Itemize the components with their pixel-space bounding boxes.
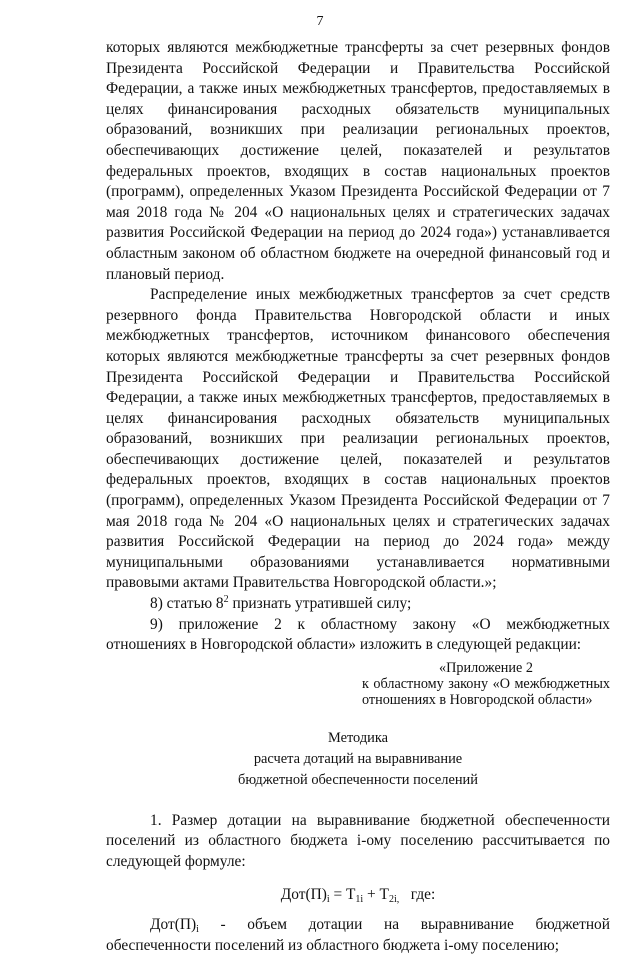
title-line-2: расчета дотаций на выравнивание (253, 750, 463, 767)
formula-plus: + Т (363, 885, 389, 903)
formula-equals: = Т (329, 885, 356, 903)
formula-t2-sub: 2i, (388, 893, 400, 905)
title-line-3: бюджетной обеспеченности поселений (238, 771, 478, 788)
formula-lhs-sub: i (326, 893, 330, 905)
document-body (106, 38, 610, 956)
appendix-law-reference: к областному закону «О межбюджетных отношениях в Новгородской области» (362, 675, 610, 708)
item-8-rest: признать утратившей силу; (228, 595, 412, 613)
methodology-title (106, 728, 610, 791)
formula (106, 885, 610, 906)
item-8-text: 8) статью 8 (150, 595, 224, 613)
paragraph-item-8 (106, 594, 610, 615)
formula-lhs: Дот(П) (280, 885, 327, 903)
formula-where: где: (410, 885, 436, 903)
paragraph-item-9: 9) приложение 2 к областному закону «О межбюджетных отношениях в Новгородской области» изложить в следующей редакции: (106, 615, 610, 654)
item-8-superscript: 2 (223, 594, 229, 606)
appendix-reference (362, 660, 610, 708)
paragraph-distribution: Распределение иных межбюджетных трансфертов за счет средств резервного фонда Правительства Новгородской области и иных межбюджетных трансфертов, источником финансового обеспечения которых являются межбюджетные трансферты за счет резервных фондов Президента Российской Федерации и Правительства Российской Федерации, а также иных межбюджетных трансфертов, предоставляемых в целях финансирования расходных обязательств муниципальных образований, возникших при реализации региональных проектов, обеспечивающих достижение целей, показателей и результатов федеральных проектов, входящих в состав национальных проектов (программ), определенных Указом Президента Российской Федерации от 7 мая 2018 года № 204 «О национальных целях и стратегических задачах развития Российской Федерации на период до 2024 года» между муниципальными образованиями устанавливается нормативными правовыми актами Правительства Новгородской области.»; (106, 286, 610, 592)
page-number: 7 (316, 14, 324, 29)
formula-t1-sub: 1i (355, 893, 364, 905)
appendix-heading: «Приложение 2 (439, 659, 533, 676)
definition-text: - объем дотации на выравнивание бюджетной обеспеченности поселений из областного бюджета i-ому поселению; (106, 916, 610, 954)
paragraph-continuation: которых являются межбюджетные трансферты за счет резервных фондов Президента Российской Федерации и Правительства Российской Федерации, а также иных межбюджетных трансфертов, предоставляемых в целях финансирования расходных обязательств муниципальных образований, возникших при реализации региональных проектов, обеспечивающих достижение целей, показателей и результатов федеральных проектов, входящих в состав национальных проектов (программ), определенных Указом Президента Российской Федерации от 7 мая 2018 года № 204 «О национальных целях и стратегических задачах развития Российской Федерации на период до 2024 года») устанавливается областным законом об областном бюджете на очередной финансовый год и плановый период. (106, 39, 610, 283)
title-line-1: Методика (327, 729, 389, 746)
paragraph-section-1: 1. Размер дотации на выравнивание бюджетной обеспеченности поселений из областного бюджета i-ому поселению рассчитывается по следующей формуле: (106, 811, 610, 870)
definition-term-sub: i (196, 924, 199, 936)
paragraph-definition (106, 915, 610, 956)
definition-term: Дот(П) (150, 916, 197, 934)
